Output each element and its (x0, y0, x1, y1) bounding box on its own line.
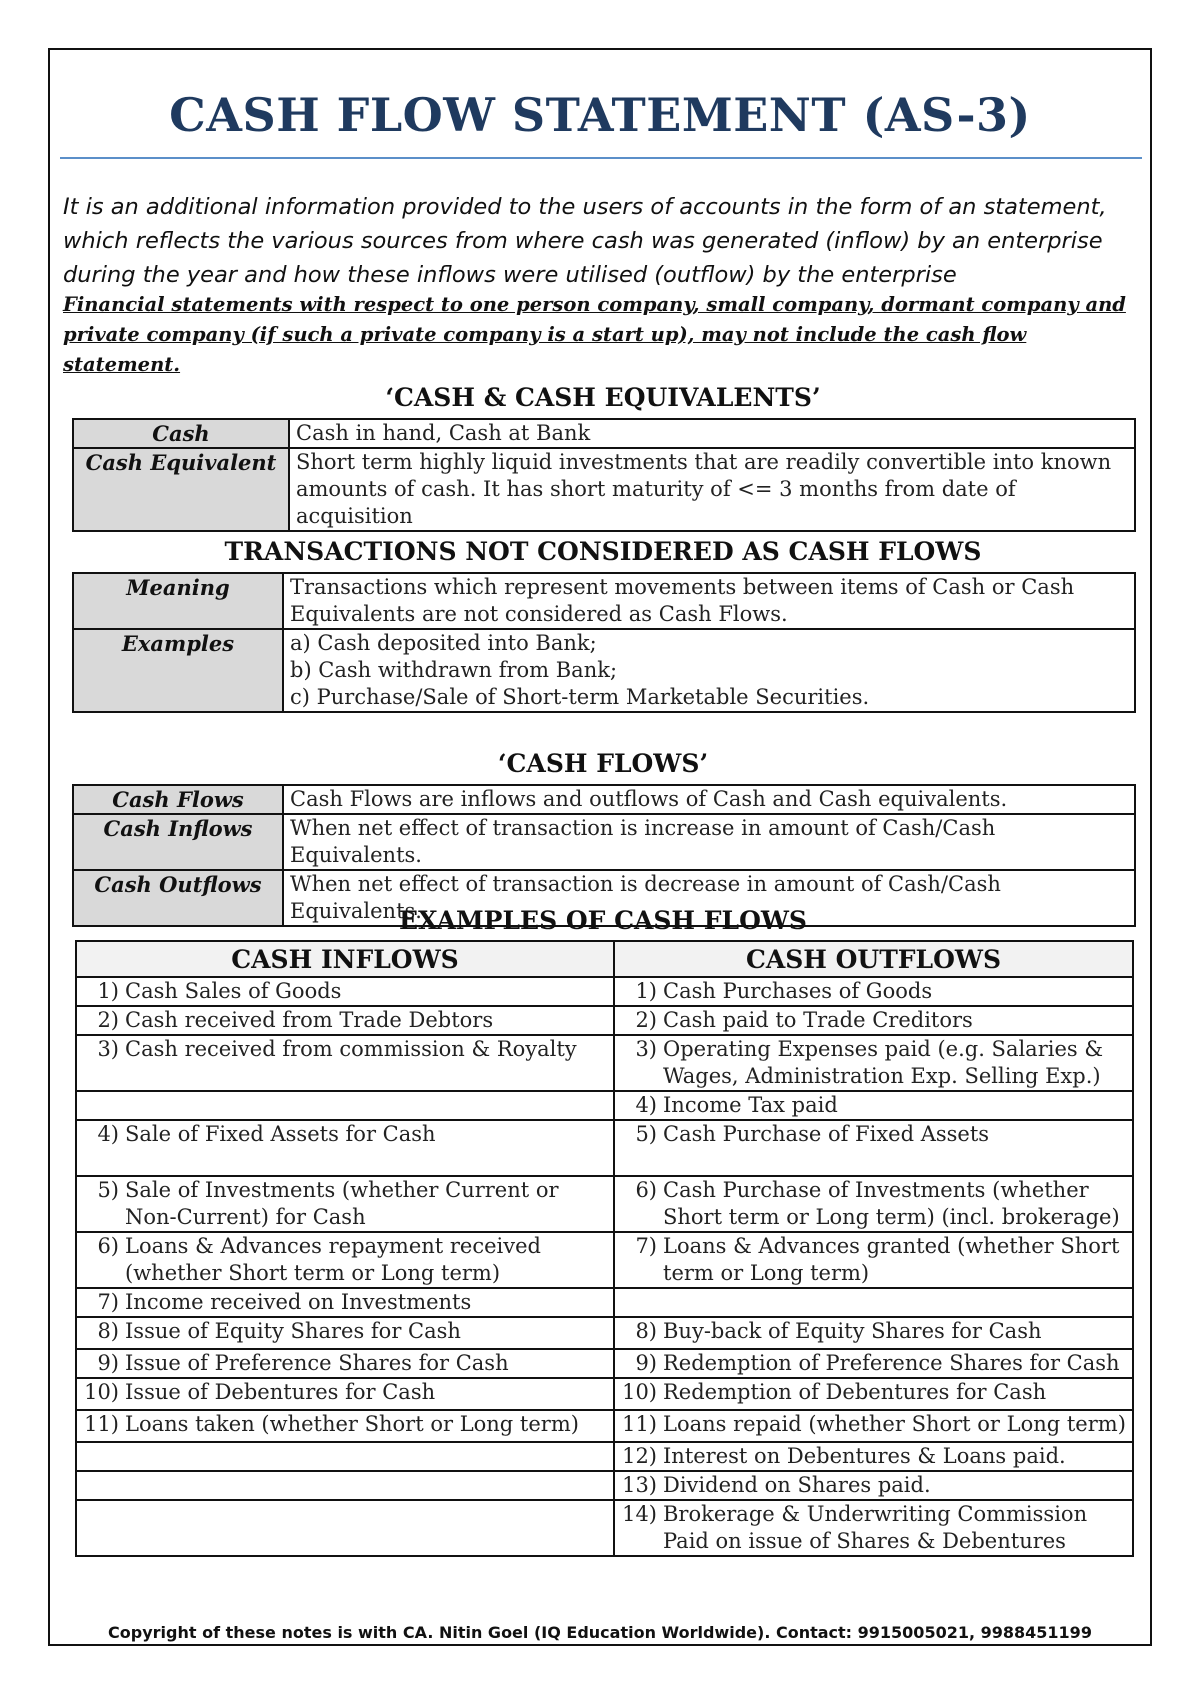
outflow-cell (614, 1006, 1133, 1035)
list-item (615, 1233, 1126, 1287)
list-item (77, 1036, 607, 1063)
row-label: Cash (73, 419, 289, 448)
item-number: 5) (97, 1178, 119, 1202)
item-text: Cash received from Trade Debtors (125, 1008, 494, 1032)
not-cash-flows-heading: TRANSACTIONS NOT CONSIDERED AS CASH FLOWS (224, 537, 982, 566)
table-row (76, 1176, 1133, 1232)
list-item (77, 1379, 607, 1406)
inflows-header: CASH INFLOWS (76, 941, 614, 977)
row-text: When net effect of transaction is increase in amount of Cash/Cash Equivalents. (283, 814, 1135, 870)
outflow-cell (614, 1317, 1133, 1349)
list-item (77, 1318, 607, 1345)
list-item (615, 1379, 1126, 1406)
inflow-cell (76, 1091, 614, 1120)
table-header-row (76, 941, 1133, 977)
page-title: CASH FLOW STATEMENT (AS-3) (169, 88, 1031, 142)
item-text: Loans taken (whether Short or Long term) (125, 1412, 579, 1436)
list-item (615, 1036, 1126, 1090)
not-cash-flows-table (72, 572, 1136, 713)
cash-equivalents-table (72, 418, 1136, 532)
meaning-label: Meaning (73, 573, 283, 629)
item-text: Brokerage & Underwriting Commission Paid on issue of Shares & Debentures (663, 1502, 1088, 1553)
list-item (615, 1501, 1126, 1555)
list-item: c) Purchase/Sale of Short-term Marketable Securities. (290, 685, 870, 709)
outflow-cell (614, 1378, 1133, 1410)
item-text: Cash received from commission & Royalty (125, 1037, 577, 1061)
inflow-cell (76, 1288, 614, 1317)
row-text: Cash Flows are inflows and outflows of Cash and Cash equivalents. (283, 785, 1135, 814)
examples-heading: EXAMPLES OF CASH FLOWS (399, 906, 807, 935)
intro-paragraph: It is an additional information provided to the users of accounts in the form of an statement, which reflects the various sources from where cash was generated (inflow) by an enterprise during the year and how these inflows were utilised (outflow) by the enterprise (63, 194, 1107, 288)
row-label: Cash Equivalent (73, 448, 289, 531)
outflow-cell (614, 1349, 1133, 1378)
list-item (615, 1318, 1126, 1345)
inflow-cell (76, 977, 614, 1006)
item-text: Interest on Debentures & Loans paid. (663, 1444, 1066, 1468)
examples-list (290, 630, 1128, 711)
item-number: 3) (97, 1037, 119, 1061)
item-number: 7) (97, 1290, 119, 1314)
row-text: Cash in hand, Cash at Bank (289, 419, 1135, 448)
item-text: Loans & Advances granted (whether Short term or Long term) (663, 1234, 1120, 1285)
inflow-cell (76, 1378, 614, 1410)
item-text: Sale of Fixed Assets for Cash (125, 1122, 436, 1146)
inflow-cell (76, 1120, 614, 1176)
item-number: 6) (97, 1234, 119, 1258)
inflow-cell (76, 1500, 614, 1556)
item-number: 6) (635, 1178, 657, 1202)
item-number: 11) (622, 1412, 657, 1436)
list-item (77, 978, 607, 1005)
item-text: Income received on Investments (125, 1290, 472, 1314)
table-row (73, 629, 1135, 712)
table-row (76, 1006, 1133, 1035)
outflow-cell (614, 1091, 1133, 1120)
table-row (76, 1288, 1133, 1317)
item-text: Buy-back of Equity Shares for Cash (663, 1319, 1042, 1343)
outflow-cell (614, 1471, 1133, 1500)
cash-flow-examples-table (75, 940, 1134, 1557)
cash-flows-heading: ‘CASH FLOWS’ (497, 749, 709, 778)
table-row (76, 1091, 1133, 1120)
inflow-cell (76, 1349, 614, 1378)
row-text: Short term highly liquid investments that are readily convertible into known amounts of cash. It has short maturity of <= 3 months from date of acquisition (289, 448, 1135, 531)
row-text: When net effect of transaction is decrease in amount of Cash/Cash Equivalents. (283, 870, 1135, 926)
inflow-cell (76, 1317, 614, 1349)
table-row (76, 1232, 1133, 1288)
item-number: 5) (635, 1122, 657, 1146)
inflow-cell (76, 1176, 614, 1232)
title-underline (60, 157, 1142, 159)
list-item: b) Cash withdrawn from Bank; (290, 658, 618, 682)
table-row (76, 977, 1133, 1006)
inflow-cell (76, 1442, 614, 1471)
list-item (615, 1411, 1126, 1438)
item-number: 4) (97, 1122, 119, 1146)
inflow-cell (76, 1471, 614, 1500)
outflow-cell (614, 1120, 1133, 1176)
list-item (77, 1177, 607, 1231)
item-number: 10) (622, 1380, 657, 1404)
row-label: Cash Flows (73, 785, 283, 814)
examples-label: Examples (73, 629, 283, 712)
outflow-cell (614, 1410, 1133, 1442)
table-row (73, 448, 1135, 531)
outflow-cell (614, 1500, 1133, 1556)
table-row (76, 1410, 1133, 1442)
table-row (76, 1120, 1133, 1176)
item-number: 1) (635, 979, 657, 1003)
list-item (77, 1411, 607, 1438)
inflow-cell (76, 1035, 614, 1091)
item-number: 8) (97, 1319, 119, 1343)
item-text: Income Tax paid (663, 1093, 838, 1117)
table-row (73, 785, 1135, 814)
item-number: 9) (97, 1351, 119, 1375)
list-item (615, 1092, 1126, 1119)
item-number: 14) (622, 1502, 657, 1526)
item-text: Redemption of Preference Shares for Cash (663, 1351, 1120, 1375)
item-number: 12) (622, 1444, 657, 1468)
list-item (615, 1177, 1126, 1231)
table-row (76, 1500, 1133, 1556)
item-number: 11) (84, 1412, 119, 1436)
inflow-cell (76, 1232, 614, 1288)
examples-cell (283, 629, 1135, 712)
intro-note: Financial statements with respect to one person company, small company, dormant company and private company (if such a private company is a start up), may not include the cash flow statement. (63, 293, 1126, 376)
item-text: Cash Purchase of Fixed Assets (663, 1122, 990, 1146)
item-text: Sale of Investments (whether Current or Non-Current) for Cash (125, 1178, 559, 1229)
list-item (615, 1121, 1126, 1148)
item-number: 13) (622, 1473, 657, 1497)
item-text: Issue of Debentures for Cash (125, 1380, 436, 1404)
list-item (77, 1289, 607, 1316)
list-item (77, 1350, 607, 1377)
meaning-text: Transactions which represent movements between items of Cash or Cash Equivalents are not considered as Cash Flows. (283, 573, 1135, 629)
outflow-cell (614, 1176, 1133, 1232)
table-row (76, 1471, 1133, 1500)
list-item (77, 1121, 607, 1148)
item-text: Cash paid to Trade Creditors (663, 1008, 973, 1032)
list-item (615, 978, 1126, 1005)
item-text: Dividend on Shares paid. (663, 1473, 931, 1497)
item-text: Redemption of Debentures for Cash (663, 1380, 1047, 1404)
item-number: 8) (635, 1319, 657, 1343)
copyright-footer: Copyright of these notes is with CA. Nitin Goel (IQ Education Worldwide). Contact: 9915005021, 9988451199 (108, 1623, 1092, 1642)
table-row (76, 1349, 1133, 1378)
list-item (615, 1443, 1126, 1470)
row-label: Cash Outflows (73, 870, 283, 926)
list-item (77, 1233, 607, 1287)
outflow-cell (614, 1035, 1133, 1091)
item-number: 9) (635, 1351, 657, 1375)
item-text: Cash Sales of Goods (125, 979, 342, 1003)
list-item (77, 1007, 607, 1034)
item-number: 2) (635, 1008, 657, 1032)
outflow-cell (614, 1232, 1133, 1288)
table-row (76, 1035, 1133, 1091)
item-number: 7) (635, 1234, 657, 1258)
list-item (615, 1007, 1126, 1034)
inflow-cell (76, 1410, 614, 1442)
item-text: Cash Purchase of Investments (whether Short term or Long term) (incl. brokerage) (663, 1178, 1120, 1229)
item-text: Issue of Preference Shares for Cash (125, 1351, 509, 1375)
outflow-cell (614, 977, 1133, 1006)
item-number: 2) (97, 1008, 119, 1032)
cash-equivalents-heading: ‘CASH & CASH EQUIVALENTS’ (385, 383, 821, 412)
list-item (615, 1472, 1126, 1499)
item-text: Issue of Equity Shares for Cash (125, 1319, 461, 1343)
outflow-cell (614, 1288, 1133, 1317)
list-item: a) Cash deposited into Bank; (290, 631, 597, 655)
item-number: 3) (635, 1037, 657, 1061)
outflows-header: CASH OUTFLOWS (614, 941, 1133, 977)
list-item (615, 1350, 1126, 1377)
item-number: 4) (635, 1093, 657, 1117)
inflow-cell (76, 1006, 614, 1035)
table-row (73, 814, 1135, 870)
item-text: Loans repaid (whether Short or Long term) (663, 1412, 1126, 1436)
outflow-cell (614, 1442, 1133, 1471)
item-text: Loans & Advances repayment received (whether Short term or Long term) (125, 1234, 541, 1285)
item-text: Cash Purchases of Goods (663, 979, 933, 1003)
row-label: Cash Inflows (73, 814, 283, 870)
table-row (76, 1317, 1133, 1349)
table-row (73, 419, 1135, 448)
table-row (76, 1378, 1133, 1410)
item-text: Operating Expenses paid (e.g. Salaries & Wages, Administration Exp. Selling Exp.) (663, 1037, 1104, 1088)
table-row (73, 573, 1135, 629)
item-number: 1) (97, 979, 119, 1003)
item-number: 10) (84, 1380, 119, 1404)
table-row (76, 1442, 1133, 1471)
